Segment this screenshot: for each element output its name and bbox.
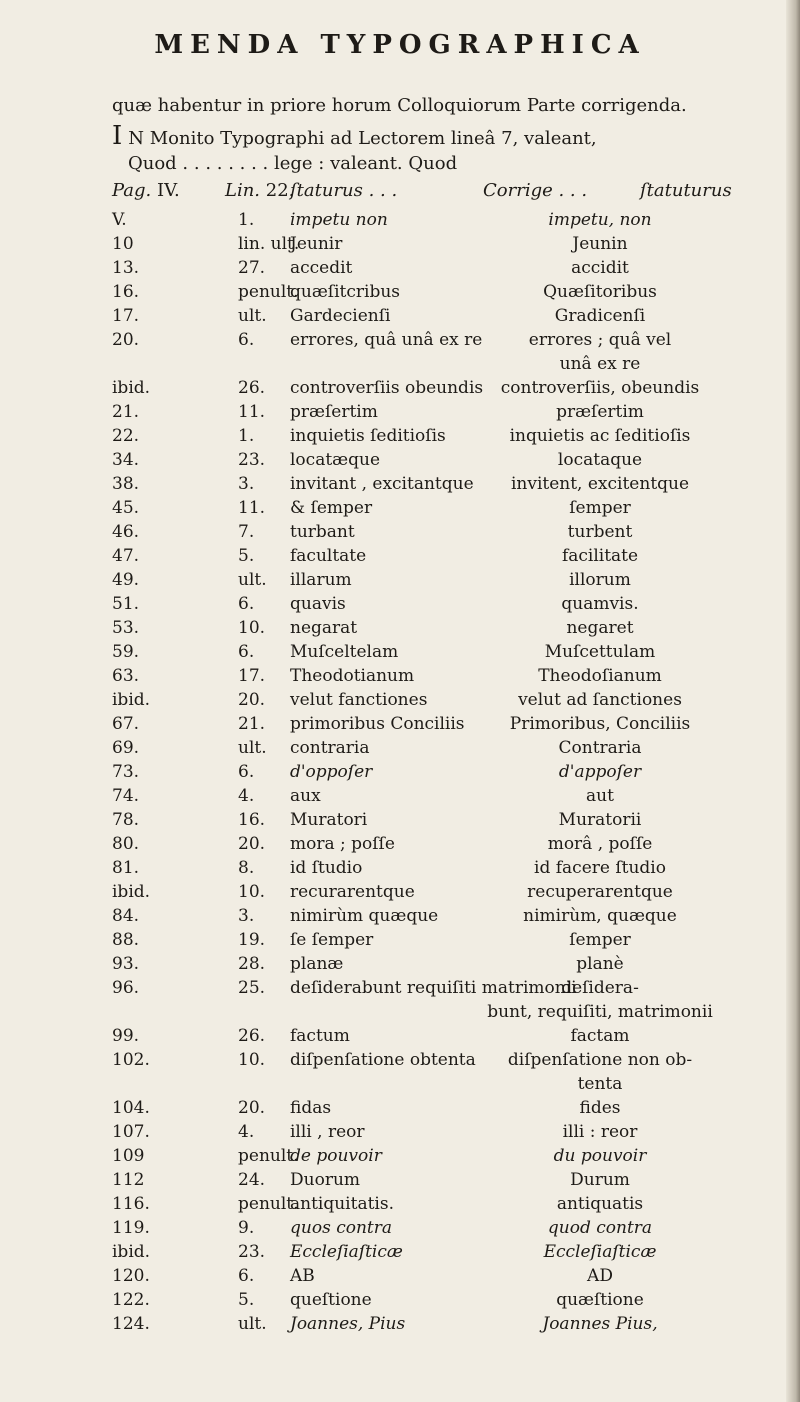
error-text: AB	[290, 1266, 315, 1286]
correction-text: Muſcettulam	[544, 642, 656, 662]
header-pag-num: IV.	[157, 180, 180, 201]
errata-row	[0, 1170, 800, 1194]
correction-text: antiquatis	[556, 1194, 644, 1214]
page-number: 21.	[112, 402, 140, 422]
error-text: factum	[290, 1026, 350, 1046]
correction-text: factam	[570, 1026, 630, 1046]
page-number: 10	[112, 234, 134, 254]
line-number: penult.	[238, 282, 299, 302]
error-text: impetu non	[290, 210, 388, 230]
errata-row	[0, 882, 800, 906]
error-text: Jeunir	[290, 234, 343, 254]
error-text: queſtione	[290, 1290, 372, 1310]
errata-row	[0, 426, 800, 450]
correction-text: quæſtione	[556, 1290, 644, 1310]
errata-row	[0, 714, 800, 738]
correction-text: aut	[586, 786, 614, 806]
line-number: penult.	[238, 1194, 299, 1214]
page-number: 53.	[112, 618, 140, 638]
page-number: 116.	[112, 1194, 150, 1214]
error-text: Muratori	[290, 810, 368, 830]
page-number: 122.	[112, 1290, 150, 1310]
page-number: 22.	[112, 426, 140, 446]
correction-text: controverſiis, obeundis	[500, 378, 700, 398]
line-number: 20.	[238, 1098, 266, 1118]
correction-text: Muratorii	[558, 810, 642, 830]
correction-text: inquietis ac ſeditioſis	[509, 426, 691, 446]
page-number: 45.	[112, 498, 140, 518]
errata-row	[0, 666, 800, 690]
errata-row	[0, 690, 800, 714]
drop-capital: I	[112, 121, 123, 151]
page-number: 74.	[112, 786, 140, 806]
error-text: contraria	[290, 738, 370, 758]
correction-text: velut ad ſanctiones	[518, 690, 682, 710]
line-number: 1.	[238, 210, 255, 230]
line-number: 19.	[238, 930, 266, 950]
error-text: Eccleſiaſticæ	[290, 1242, 403, 1262]
line-number: 23.	[238, 1242, 266, 1262]
error-text: facultate	[290, 546, 367, 566]
line-number: 10.	[238, 618, 266, 638]
error-text: antiquitatis.	[290, 1194, 394, 1214]
page-number: 99.	[112, 1026, 140, 1046]
correction-text: fides	[579, 1098, 621, 1118]
errata-row	[0, 1266, 800, 1290]
error-text: d'oppoſer	[290, 762, 373, 782]
errata-row	[0, 618, 800, 642]
errata-row	[0, 306, 800, 330]
page-number: 59.	[112, 642, 140, 662]
error-text: mora ; poſſe	[290, 834, 395, 854]
column-header	[0, 180, 800, 208]
line-number: 28.	[238, 954, 266, 974]
line-number: 6.	[238, 642, 255, 662]
correction-text: deſidera-	[561, 978, 639, 998]
page-number: ibid.	[112, 882, 151, 902]
page-number: 104.	[112, 1098, 150, 1118]
error-text: id ſtudio	[290, 858, 363, 878]
errata-row	[0, 1242, 800, 1266]
errata-row	[0, 1050, 800, 1074]
error-text: inquietis ſeditioſis	[290, 426, 446, 446]
line-number: 5.	[238, 546, 255, 566]
errata-row-continuation	[0, 1074, 800, 1098]
correction-text: ſemper	[569, 930, 631, 950]
correction-text: Gradicenſi	[554, 306, 646, 326]
correction-text: errores ; quâ vel	[528, 330, 672, 350]
error-text: illi , reor	[290, 1122, 365, 1142]
correction-text: Jeunin	[572, 234, 628, 254]
line-number: ult.	[238, 570, 267, 590]
errata-row	[0, 258, 800, 282]
errata-row	[0, 522, 800, 546]
error-text: de pouvoir	[290, 1146, 382, 1166]
errata-row	[0, 594, 800, 618]
header-error: ſtaturus . . .	[290, 180, 398, 201]
error-text: & ſemper	[290, 498, 373, 518]
error-text: quavis	[290, 594, 346, 614]
page-number: 80.	[112, 834, 140, 854]
line-number: 6.	[238, 1266, 255, 1286]
error-text: fidas	[290, 1098, 332, 1118]
correction-text: Primoribus, Conciliis	[509, 714, 691, 734]
correction-text: turbent	[567, 522, 633, 542]
correction-text: præſertim	[556, 402, 644, 422]
page-number: 120.	[112, 1266, 150, 1286]
page-number: 93.	[112, 954, 140, 974]
page-number: ibid.	[112, 378, 151, 398]
line-number: 17.	[238, 666, 266, 686]
line-number: 26.	[238, 1026, 266, 1046]
error-text: recurarentque	[290, 882, 415, 902]
page-number: 63.	[112, 666, 140, 686]
line-number: 10.	[238, 882, 266, 902]
line-number: 26.	[238, 378, 266, 398]
line-number: penult.	[238, 1146, 299, 1166]
page-title: MENDA TYPOGRAPHICA	[154, 30, 646, 60]
page-number: 84.	[112, 906, 140, 926]
error-text: Muſceltelam	[290, 642, 399, 662]
error-text: planæ	[290, 954, 344, 974]
error-text: accedit	[290, 258, 353, 278]
page-number: 34.	[112, 450, 140, 470]
error-text: Duorum	[290, 1170, 361, 1190]
errata-row	[0, 930, 800, 954]
error-text: turbant	[290, 522, 355, 542]
correction-text: d'appoſer	[558, 762, 642, 782]
error-text: invitant , excitantque	[290, 474, 474, 494]
line-number: 16.	[238, 810, 266, 830]
line-number: 3.	[238, 474, 255, 494]
line-number: 27.	[238, 258, 266, 278]
page-number: 16.	[112, 282, 140, 302]
line-number: ult.	[238, 1314, 267, 1334]
correction-continuation: bunt, requiſiti, matrimonii	[487, 1002, 713, 1022]
error-text: ſe ſemper	[290, 930, 374, 950]
page-number: 51.	[112, 594, 140, 614]
errata-row	[0, 786, 800, 810]
error-text: Theodotianum	[290, 666, 415, 686]
correction-text: morâ , poſſe	[547, 834, 653, 854]
correction-text: illi : reor	[562, 1122, 638, 1142]
errata-row	[0, 450, 800, 474]
errata-row	[0, 498, 800, 522]
line-number: 10.	[238, 1050, 266, 1070]
page-number: 46.	[112, 522, 140, 542]
correction-text: quod contra	[547, 1218, 653, 1238]
errata-row	[0, 906, 800, 930]
line-number: 11.	[238, 498, 266, 518]
quod-line: Quod . . . . . . . . lege : valeant. Quod	[128, 153, 458, 174]
line-number: ult.	[238, 738, 267, 758]
errata-row	[0, 1290, 800, 1314]
line-number: 11.	[238, 402, 266, 422]
errata-row-continuation	[0, 354, 800, 378]
error-text: nimirùm quæque	[290, 906, 439, 926]
errata-row-continuation	[0, 1002, 800, 1026]
page-number: V.	[112, 210, 127, 230]
line-number: ult.	[238, 306, 267, 326]
errata-row	[0, 834, 800, 858]
page-number: 67.	[112, 714, 140, 734]
errata-row	[0, 1098, 800, 1122]
errata-row	[0, 642, 800, 666]
errata-row	[0, 1146, 800, 1170]
error-text: quos contra	[290, 1218, 392, 1238]
errata-row	[0, 378, 800, 402]
errata-row	[0, 282, 800, 306]
page-number: 47.	[112, 546, 140, 566]
page-number: 20.	[112, 330, 140, 350]
error-text: negarat	[290, 618, 358, 638]
errata-row	[0, 738, 800, 762]
correction-text: AD	[587, 1266, 613, 1286]
page-number: 96.	[112, 978, 140, 998]
line-number: 8.	[238, 858, 255, 878]
line-number: 1.	[238, 426, 255, 446]
errata-row	[0, 810, 800, 834]
page-number: 78.	[112, 810, 140, 830]
correction-text: diſpenſatione non ob-	[507, 1050, 693, 1070]
correction-text: impetu, non	[548, 210, 652, 230]
errata-row	[0, 1026, 800, 1050]
errata-row	[0, 1194, 800, 1218]
header-corrige: Corrige . . .	[483, 180, 588, 201]
line-number: 24.	[238, 1170, 266, 1190]
errata-row	[0, 402, 800, 426]
errata-row	[0, 762, 800, 786]
correction-continuation: unâ ex re	[559, 354, 641, 374]
line-number: 4.	[238, 1122, 255, 1142]
page-number: 88.	[112, 930, 140, 950]
errata-row	[0, 210, 800, 234]
errata-row	[0, 546, 800, 570]
errata-row	[0, 1122, 800, 1146]
error-text: primoribus Conciliis	[290, 714, 465, 734]
page-number: 69.	[112, 738, 140, 758]
correction-text: quamvis.	[561, 594, 639, 614]
error-text: illarum	[290, 570, 352, 590]
error-text: errores, quâ unâ ex re	[290, 330, 483, 350]
line-number: 6.	[238, 762, 255, 782]
header-correction: ſtatuturus	[640, 180, 732, 201]
correction-text: Joannes Pius,	[542, 1314, 658, 1334]
monito-line	[112, 121, 772, 151]
line-number: 5.	[238, 1290, 255, 1310]
error-text: quæſitcribus	[290, 282, 401, 302]
page-number: 124.	[112, 1314, 150, 1334]
errata-row	[0, 1218, 800, 1242]
errata-row	[0, 978, 800, 1002]
error-text: præſertim	[290, 402, 378, 422]
page-number: 107.	[112, 1122, 150, 1142]
error-text: diſpenſatione obtenta	[290, 1050, 476, 1070]
header-lin: Lin.	[225, 180, 261, 201]
correction-text: du pouvoir	[553, 1146, 647, 1166]
correction-text: Durum	[570, 1170, 630, 1190]
error-text: velut fanctiones	[290, 690, 428, 710]
correction-text: ſemper	[569, 498, 631, 518]
errata-row	[0, 858, 800, 882]
line-number: 7.	[238, 522, 255, 542]
correction-text: negaret	[566, 618, 634, 638]
error-text: locatæque	[290, 450, 381, 470]
errata-row	[0, 330, 800, 354]
correction-text: invitent, excitentque	[510, 474, 690, 494]
page-number: 38.	[112, 474, 140, 494]
line-number: 9.	[238, 1218, 255, 1238]
correction-text: recuperarentque	[527, 882, 673, 902]
correction-text: Quæſitoribus	[543, 282, 657, 302]
page-number: 13.	[112, 258, 140, 278]
line-number: 6.	[238, 594, 255, 614]
line-number: 25.	[238, 978, 266, 998]
line-number: 20.	[238, 834, 266, 854]
error-text: Gardecienſi	[290, 306, 391, 326]
line-number: 4.	[238, 786, 255, 806]
errata-row	[0, 954, 800, 978]
correction-text: accidit	[571, 258, 629, 278]
errata-row	[0, 570, 800, 594]
correction-text: planè	[576, 954, 624, 974]
correction-text: nimirùm, quæque	[523, 906, 677, 926]
line-number: 20.	[238, 690, 266, 710]
page-number: 17.	[112, 306, 140, 326]
correction-text: Eccleſiaſticæ	[543, 1242, 657, 1262]
page-number: 49.	[112, 570, 140, 590]
line-number: 3.	[238, 906, 255, 926]
correction-text: facilitate	[561, 546, 639, 566]
intro-line: quæ habentur in priore horum Colloquiorum Parte corrigenda.	[112, 95, 687, 116]
header-lin-num: 22.	[265, 180, 295, 201]
line-number: 23.	[238, 450, 266, 470]
correction-text: illorum	[569, 570, 631, 590]
error-text: aux	[290, 786, 321, 806]
correction-text: id facere ſtudio	[534, 858, 666, 878]
page-number: 112	[112, 1170, 145, 1190]
error-text: controverſiis obeundis	[290, 378, 484, 398]
page-number: 109	[112, 1146, 145, 1166]
correction-continuation: tenta	[577, 1074, 623, 1094]
correction-text: Contraria	[558, 738, 642, 758]
monito-text: N Monito Typographi ad Lectorem lineâ 7, valeant,	[128, 128, 597, 149]
line-number: lin. ult.	[238, 234, 300, 254]
errata-row	[0, 474, 800, 498]
page-number: ibid.	[112, 690, 151, 710]
line-number: 21.	[238, 714, 266, 734]
errata-row	[0, 1314, 800, 1338]
line-number: 6.	[238, 330, 255, 350]
error-text: Joannes, Pius	[290, 1314, 406, 1334]
page-number: 73.	[112, 762, 140, 782]
error-text: deſiderabunt requiſiti matrimonii	[290, 978, 577, 998]
page-number: 81.	[112, 858, 140, 878]
header-pag: Pag.	[112, 180, 152, 201]
page-number: ibid.	[112, 1242, 151, 1262]
page-number: 119.	[112, 1218, 150, 1238]
correction-text: Theodoſianum	[538, 666, 662, 686]
page-number: 102.	[112, 1050, 150, 1070]
correction-text: locataque	[557, 450, 643, 470]
errata-row	[0, 234, 800, 258]
